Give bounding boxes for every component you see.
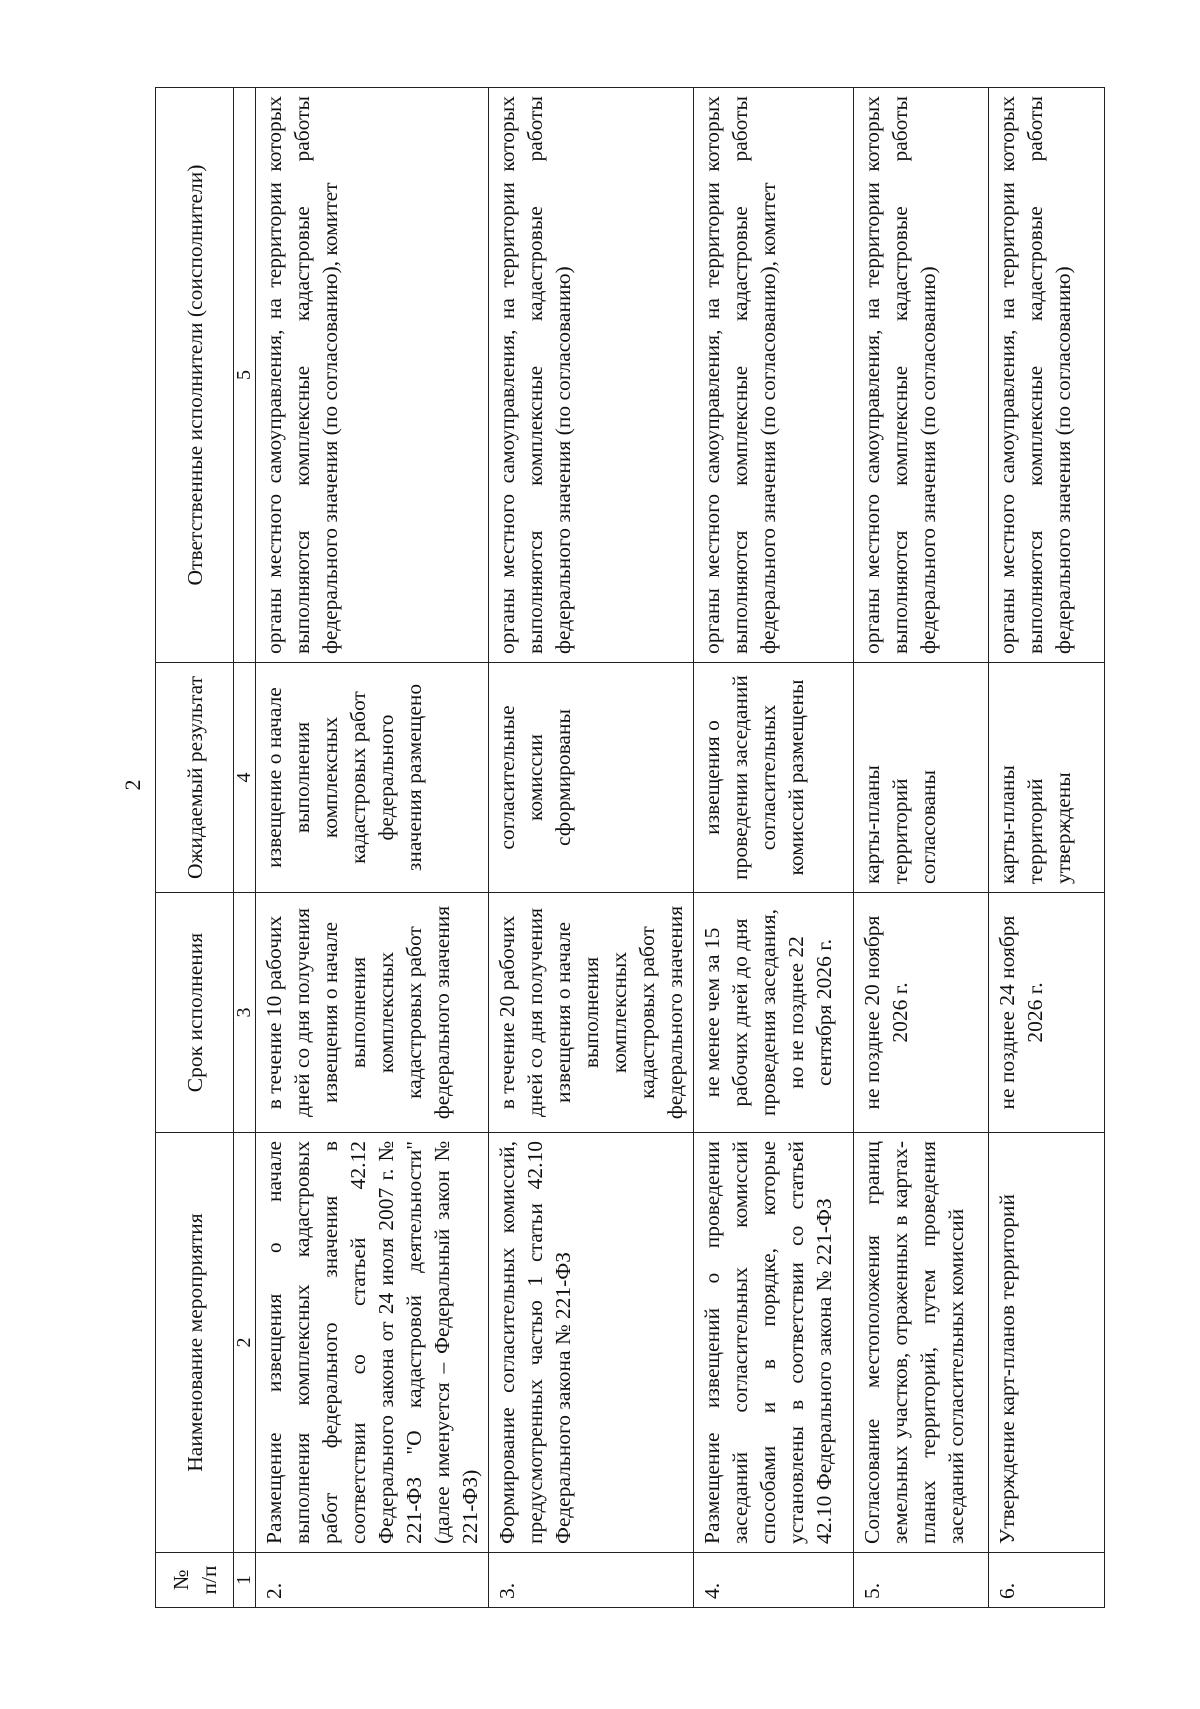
event-result: извещения о проведении заседаний согласительных комиссий размещены bbox=[694, 663, 854, 893]
column-number: 1 bbox=[234, 1553, 256, 1608]
event-deadline: не позднее 24 ноября 2026 г. bbox=[989, 893, 1105, 1133]
event-responsible: органы местного самоуправления, на территории которых выполняются комплексные кадастровые работы федерального значения (по согласованию) bbox=[489, 88, 694, 663]
event-deadline: не менее чем за 15 рабочих дней до дня проведения заседания, но не позднее 22 сентября 2026 г. bbox=[694, 893, 854, 1133]
event-deadline: в течение 10 рабочих дней со дня получения извещения о начале выполнения комплексных кадастровых работ федерального значения bbox=[256, 893, 489, 1133]
header-name: Наименование мероприятия bbox=[156, 1133, 234, 1553]
column-number: 5 bbox=[234, 88, 256, 663]
table-row bbox=[854, 88, 989, 1608]
event-name: Утверждение карт-планов территорий bbox=[989, 1133, 1105, 1553]
event-responsible: органы местного самоуправления, на территории которых выполняются комплексные кадастровые работы федерального значения (по согласованию), комитет bbox=[694, 88, 854, 663]
header-number: № п/п bbox=[156, 1553, 234, 1608]
event-result: согласительные комиссии сформированы bbox=[489, 663, 694, 893]
table-row bbox=[989, 88, 1105, 1608]
event-name: Согласование местоположения границ земельных участков, отраженных в картах-планах территорий, путем проведения заседаний согласительных комиссий bbox=[854, 1133, 989, 1553]
rotated-table-wrapper bbox=[155, 88, 1105, 1608]
row-number: 4. bbox=[694, 1553, 854, 1608]
events-table bbox=[155, 87, 1105, 1608]
event-name: Размещение извещения о начале выполнения комплексных кадастровых работ федерального значения в соответствии со статьей 42.12 Федерального закона от 24 июля 2007 г. № 221-ФЗ "О кадастровой деятельности" (далее именуется – Федеральный закон № 221-ФЗ) bbox=[256, 1133, 489, 1553]
event-name: Формирование согласительных комиссий, предусмотренных частью 1 статьи 42.10 Федерального закона № 221-ФЗ bbox=[489, 1133, 694, 1553]
event-responsible: органы местного самоуправления, на территории которых выполняются комплексные кадастровые работы федерального значения (по согласованию) bbox=[854, 88, 989, 663]
column-number: 2 bbox=[234, 1133, 256, 1553]
header-responsible: Ответственные исполнители (соисполнители) bbox=[156, 88, 234, 663]
column-number: 3 bbox=[234, 893, 256, 1133]
event-deadline: в течение 20 рабочих дней со дня получения извещения о начале выполнения комплексных кадастровых работ федерального значения bbox=[489, 893, 694, 1133]
column-number: 4 bbox=[234, 663, 256, 893]
event-result: извещение о начале выполнения комплексных кадастровых работ федерального значения размещено bbox=[256, 663, 489, 893]
event-responsible: органы местного самоуправления, на территории которых выполняются комплексные кадастровые работы федерального значения (по согласованию) bbox=[989, 88, 1105, 663]
column-number-row bbox=[234, 88, 256, 1608]
page-number: 2 bbox=[120, 779, 145, 791]
event-name: Размещение извещений о проведении заседаний согласительных комиссий способами и в порядке, которые установлены в соответствии со статьей 42.10 Федерального закона № 221-ФЗ bbox=[694, 1133, 854, 1553]
row-number: 3. bbox=[489, 1553, 694, 1608]
row-number: 2. bbox=[256, 1553, 489, 1608]
table-row bbox=[489, 88, 694, 1608]
row-number: 6. bbox=[989, 1553, 1105, 1608]
row-number: 5. bbox=[854, 1553, 989, 1608]
event-result: карты-планы территорий согласованы bbox=[854, 663, 989, 893]
table-header-row bbox=[156, 88, 234, 1608]
table-row bbox=[694, 88, 854, 1608]
event-responsible: органы местного самоуправления, на территории которых выполняются комплексные кадастровые работы федерального значения (по согласованию), комитет bbox=[256, 88, 489, 663]
header-deadline: Срок исполнения bbox=[156, 893, 234, 1133]
header-result: Ожидаемый результат bbox=[156, 663, 234, 893]
event-deadline: не позднее 20 ноября 2026 г. bbox=[854, 893, 989, 1133]
event-result: карты-планы территорий утверждены bbox=[989, 663, 1105, 893]
table-row bbox=[256, 88, 489, 1608]
